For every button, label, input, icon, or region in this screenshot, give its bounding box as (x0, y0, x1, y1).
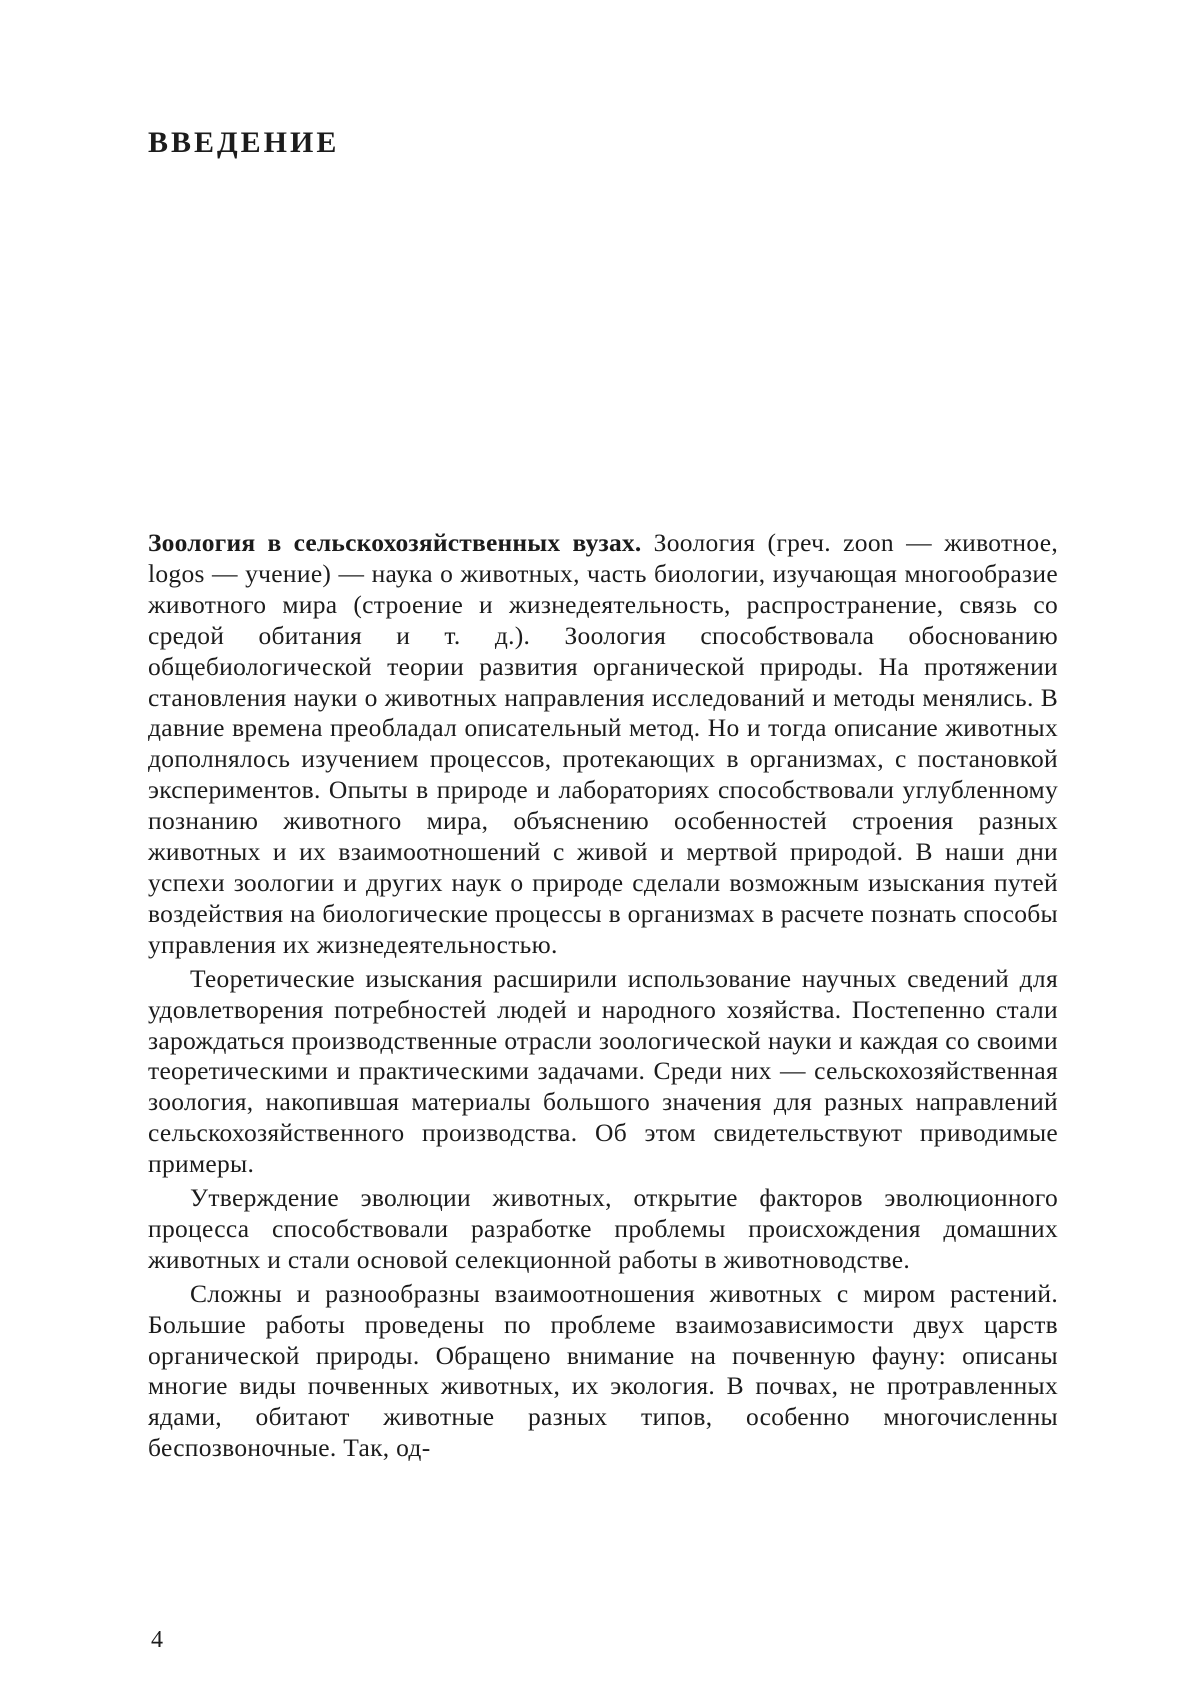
paragraph-2: Теоретические изыскания расширили использование научных сведений для удовлетворения потребностей людей и народного хозяйства. Постепенно стали зарождаться производственные отрасли зоологической науки и каждая со своими теоретическими и практическими задачами. Среди них — сельскохозяйственная зоология, накопившая материалы большого значения для разных направлений сельскохозяйственного производства. Об этом свидетельствуют приводимые примеры. (148, 963, 1058, 1179)
section-heading: Зоология в сельскохозяйственных вузах. (148, 528, 642, 557)
chapter-title: ВВЕДЕНИЕ (148, 126, 340, 159)
paragraph-1-text: Зоология (греч. zoon — животное, logos — учение) — наука о животных, часть биологии, изучающая многообразие животного мира (строение и жизнедеятельность, распространение, связь со средой обитания и т. д.). Зоология способствовала обоснованию общебиологической теории развития органической природы. На протяжении становления науки о животных направления исследований и методы менялись. В давние времена преобладал описательный метод. Но и тогда описание животных дополнялось изучением процессов, протекающих в организмах, с постановкой экспериментов. Опыты в природе и лабораториях способствовали углубленному познанию животного мира, объяснению особенностей строения разных животных и их взаимоотношений с живой и мертвой природой. В наши дни успехи зоологии и других наук о природе сделали возможным изыскания путей воздействия на биологические процессы в организмах в расчете познать способы управления их жизнедеятельностью. (148, 528, 1058, 959)
paragraph-1 (148, 528, 1058, 961)
paragraph-4: Сложны и разнообразны взаимоотношения животных с миром растений. Большие работы проведены по проблеме взаимозависимости двух царств органической природы. Обращено внимание на почвенную фауну: описаны многие виды почвенных животных, их экология. В почвах, не протравленных ядами, обитают животные разных типов, особенно многочисленны беспозвоночные. Так, од- (148, 1278, 1058, 1463)
body-text (148, 528, 1058, 1464)
page-number: 4 (151, 1627, 163, 1653)
paragraph-3: Утверждение эволюции животных, открытие факторов эволюционного процесса способствовали разработке проблемы происхождения домашних животных и стали основой селекционной работы в животноводстве. (148, 1183, 1058, 1274)
